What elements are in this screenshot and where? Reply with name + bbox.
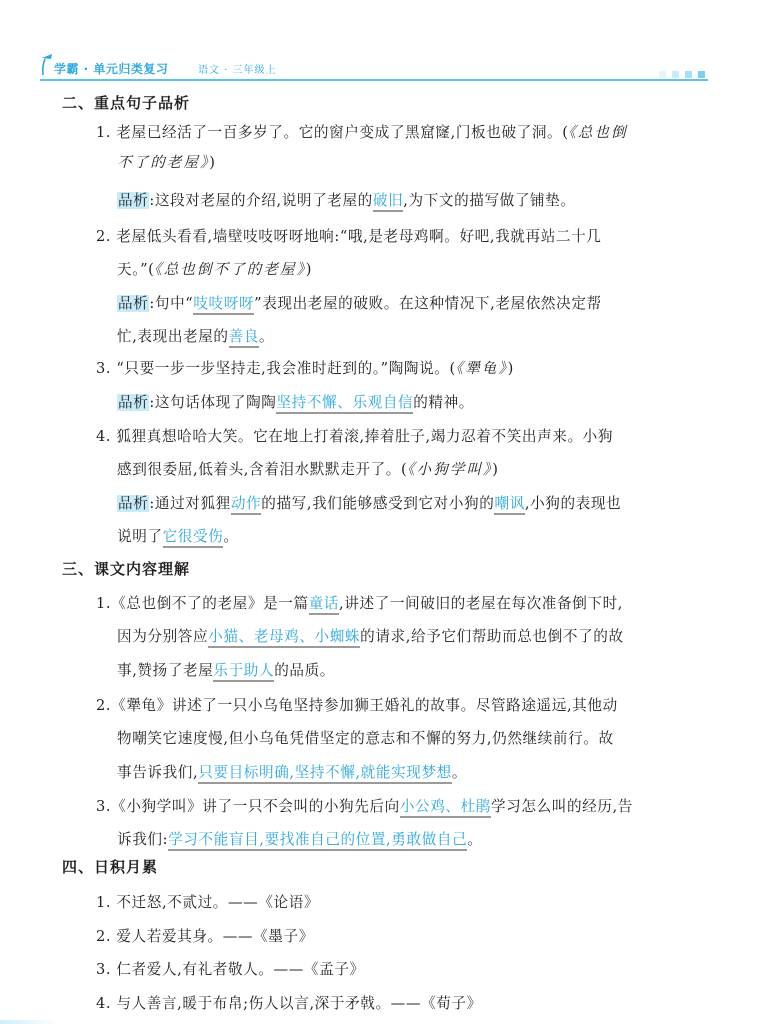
analysis-line xyxy=(117,294,602,314)
text-segment: :句中“ xyxy=(149,295,194,312)
text-segment: :这句话体现了陶陶 xyxy=(149,394,277,411)
item-number: 3. xyxy=(96,360,112,377)
item-number: 1. xyxy=(96,894,112,911)
text-segment: :通过对狐狸 xyxy=(149,495,231,512)
analysis-label: 品析 xyxy=(118,394,149,411)
paragraph-line xyxy=(96,797,633,817)
text-segment: :这段对老屋的介绍,说明了老屋的 xyxy=(149,192,373,209)
text-segment: 《小狗学叫》讲了一只不会叫的小狗先后向 xyxy=(111,798,400,815)
source-title: 《总也倒 xyxy=(568,124,628,141)
sentence-text: 老屋低头看看,墙壁吱吱呀呀地响:“哦,是老母鸡啊。好吧,我就再站二十几 xyxy=(111,228,602,245)
text-segment: 《犟龟》讲述了一只小乌龟坚持参加狮王婚礼的故事。尽管路途遥远,其他动 xyxy=(111,697,618,714)
quote-text: 与人善言,暖于布帛;伤人以言,深于矛戟。——《荀子》 xyxy=(111,995,482,1012)
answer-text: 小公鸡、杜鹃 xyxy=(400,798,491,818)
paragraph-line xyxy=(117,763,467,783)
answer-text: 学习不能盲目,要找准自己的位置,勇敢做自己 xyxy=(168,831,467,851)
text-segment: 。 xyxy=(259,328,275,345)
paragraph-line xyxy=(117,661,335,681)
item-number: 4. xyxy=(96,995,112,1012)
analysis-line xyxy=(117,494,621,514)
subject-grade: 语文 · 三年级上 xyxy=(198,65,277,76)
item-number: 2. xyxy=(96,697,112,714)
quote-text: 不迁怒,不贰过。——《论语》 xyxy=(111,894,320,911)
answer-text: 动作 xyxy=(231,495,261,515)
quote-text: 仁者爱人,有礼者敬人。——《孟子》 xyxy=(111,961,365,978)
paragraph-line xyxy=(117,627,624,647)
quote-text: 爱人若爱其身。——《墨子》 xyxy=(111,928,314,945)
decor-square-1 xyxy=(659,71,666,78)
analysis-line xyxy=(117,191,576,211)
text-segment: ,讲述了一间破旧的老屋在每次准备倒下时, xyxy=(339,595,624,612)
source-title: 《犟龟》 xyxy=(455,360,508,377)
sentence-line xyxy=(96,359,514,379)
sentence-line xyxy=(96,427,613,447)
decor-square-4 xyxy=(698,71,705,78)
sentence-line xyxy=(117,153,216,173)
section-title-daily-accumulation: 四、日积月累 xyxy=(62,858,159,876)
quote-line xyxy=(96,893,319,913)
answer-text: 善良 xyxy=(229,328,259,348)
text-segment: 忙,表现出老屋的 xyxy=(117,328,229,345)
text-segment: 的品质。 xyxy=(274,662,335,679)
item-number: 1. xyxy=(96,124,112,141)
sentence-text: 狐狸真想哈哈大笑。它在地上打着滚,捧着肚子,竭力忍着不笑出声来。小狗 xyxy=(111,428,614,445)
text-segment: 。 xyxy=(467,831,483,848)
sentence-text: ) xyxy=(305,261,313,278)
sentence-line xyxy=(117,460,499,480)
sentence-text: 天。”( xyxy=(117,261,155,278)
sentence-line xyxy=(96,227,601,247)
analysis-label: 品析 xyxy=(118,495,149,512)
text-segment: 学习怎么叫的经历,告 xyxy=(490,798,633,815)
quote-line xyxy=(96,960,365,980)
text-segment: ”表现出老屋的破败。在这种情况下,老屋依然决定帮 xyxy=(254,295,602,312)
text-segment: 物嘲笑它速度慢,但小乌龟凭借坚定的意志和不懈的努力,仍然继续前行。故 xyxy=(117,730,614,747)
text-segment: 事,赞扬了老屋 xyxy=(117,662,214,679)
item-number: 1. xyxy=(96,595,112,612)
text-segment: 。 xyxy=(223,528,239,545)
header-rule xyxy=(40,79,708,81)
item-number: 3. xyxy=(96,798,112,815)
source-title: 不了的老屋》 xyxy=(117,154,210,171)
item-number: 3. xyxy=(96,961,112,978)
text-segment: 诉我们: xyxy=(117,831,169,848)
answer-text: 嘲讽 xyxy=(494,495,524,515)
text-segment: 因为分别答应 xyxy=(117,628,209,645)
quote-line xyxy=(96,994,482,1014)
answer-text: 小猫、老母鸡、小蜘蛛 xyxy=(208,628,360,648)
item-number: 2. xyxy=(96,228,112,245)
quote-line xyxy=(96,927,314,947)
section-title-text-understanding: 三、课文内容理解 xyxy=(62,560,191,578)
paragraph-line xyxy=(96,696,618,716)
text-segment: 事告诉我们, xyxy=(117,764,199,781)
answer-text: 乐于助人 xyxy=(213,662,274,682)
answer-text: 童话 xyxy=(309,595,339,615)
analysis-line xyxy=(117,527,239,547)
source-title: 《总也倒不了的老屋》 xyxy=(154,261,306,278)
decor-square-2 xyxy=(672,71,679,78)
graduation-cap-logo-icon xyxy=(40,54,54,76)
sentence-text: ) xyxy=(492,461,499,478)
paragraph-line xyxy=(96,594,623,614)
text-segment: ,为下文的描写做了铺垫。 xyxy=(403,192,576,209)
analysis-line xyxy=(117,393,474,413)
sentence-text: 感到很委屈,低着头,含着泪水默默走开了。( xyxy=(117,461,408,478)
sentence-text: 老屋已经活了一百多岁了。它的窗户变成了黑窟窿,门板也破了洞。( xyxy=(111,124,569,141)
analysis-label: 品析 xyxy=(118,192,149,209)
sentence-line xyxy=(96,123,628,143)
analysis-line xyxy=(117,327,274,347)
text-segment: ,小狗的表现也 xyxy=(524,495,622,512)
text-segment: 《总也倒不了的老屋》是一篇 xyxy=(111,595,309,612)
answer-text: 吱吱呀呀 xyxy=(193,295,254,315)
sentence-text: “只要一步一步坚持走,我会准时赶到的。”陶陶说。( xyxy=(111,360,456,377)
corner-decoration xyxy=(0,1020,60,1024)
sentence-line xyxy=(117,260,312,280)
paragraph-line xyxy=(117,729,614,749)
paragraph-line xyxy=(117,830,482,850)
text-segment: 的描写,我们能够感受到它对小狗的 xyxy=(261,495,495,512)
item-number: 4. xyxy=(96,428,112,445)
sentence-text: ) xyxy=(209,154,216,171)
item-number: 2. xyxy=(96,928,112,945)
decor-square-3 xyxy=(685,71,692,78)
section-title-key-sentences: 二、重点句子品析 xyxy=(62,94,191,112)
text-segment: 的精神。 xyxy=(413,394,474,411)
answer-text: 只要目标明确,坚持不懈,就能实现梦想 xyxy=(198,764,452,784)
source-title: 《小狗学叫》 xyxy=(407,461,493,478)
sentence-text: ) xyxy=(507,360,514,377)
analysis-label: 品析 xyxy=(118,295,149,312)
answer-text: 坚持不懈、乐观自信 xyxy=(276,394,413,414)
text-segment: 说明了 xyxy=(117,528,163,545)
page-header xyxy=(40,58,708,80)
answer-text: 破旧 xyxy=(373,192,403,212)
answer-text: 它很受伤 xyxy=(163,528,224,548)
text-segment: 的请求,给予它们帮助而总也倒不了的故 xyxy=(360,628,624,645)
text-segment: 。 xyxy=(451,764,468,781)
brand-title: 学霸 · 单元归类复习 xyxy=(54,62,169,76)
